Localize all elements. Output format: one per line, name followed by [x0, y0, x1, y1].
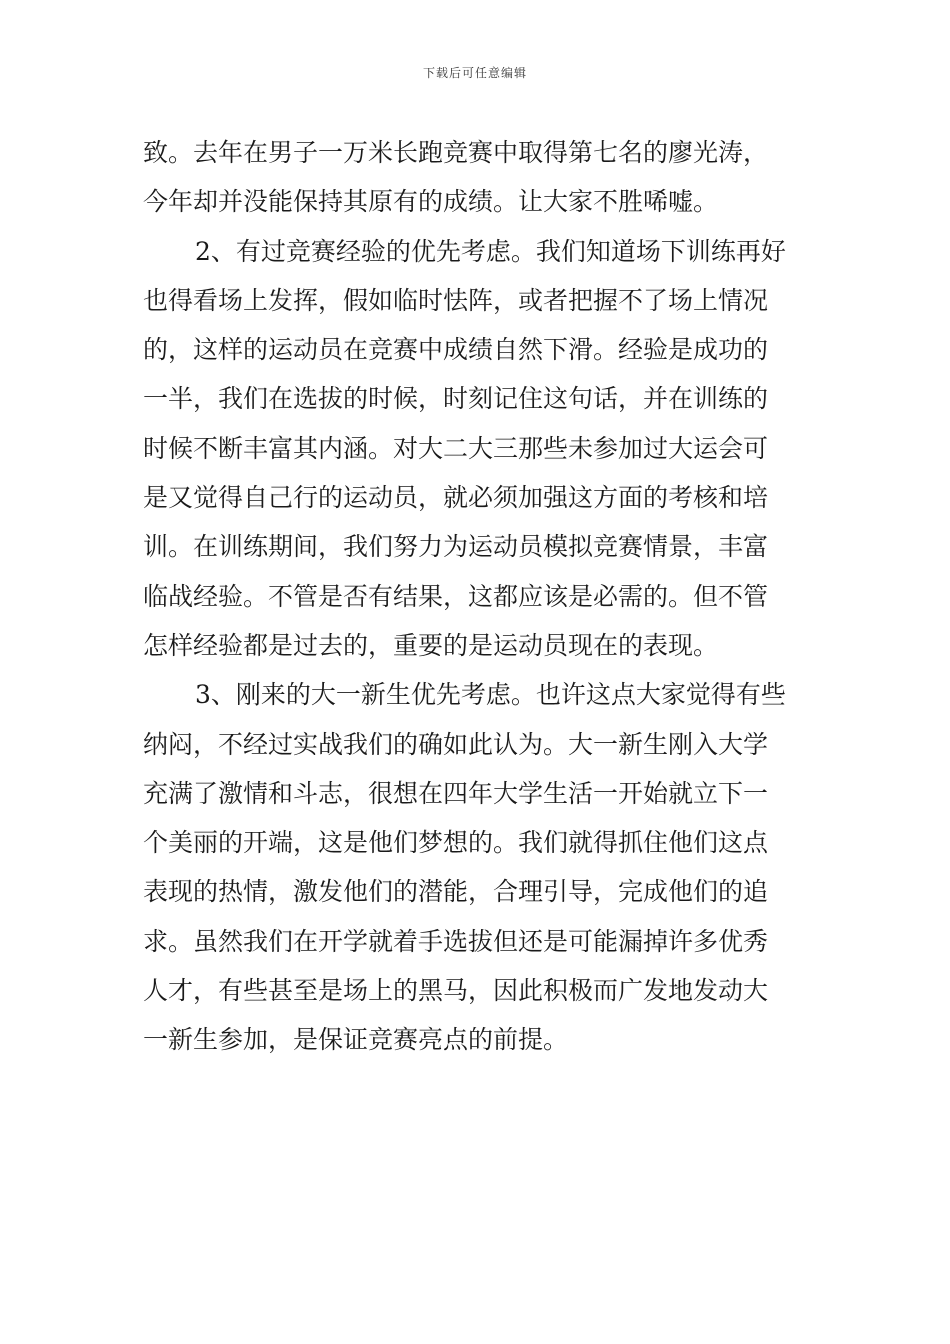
- text-line: 一新生参加，是保证竞赛亮点的前提。: [143, 1025, 569, 1055]
- text-line: 求。虽然我们在开学就着手选拔但还是可能漏掉许多优秀: [143, 926, 769, 956]
- text-line: 怎样经验都是过去的，重要的是运动员现在的表现。: [143, 630, 719, 660]
- text-line: 个美丽的开端，这是他们梦想的。我们就得抓住他们这点: [143, 828, 769, 858]
- text-line: 纳闷，不经过实战我们的确如此认为。大一新生刚入大学: [143, 729, 769, 759]
- page-header: 下载后可任意编辑: [422, 66, 527, 80]
- text-line: 是又觉得自己行的运动员，就必须加强这方面的考核和培: [143, 483, 769, 513]
- text-line: 今年却并没能保持其原有的成绩。让大家不胜唏嘘。: [143, 187, 719, 217]
- text-line: 人才，有些甚至是场上的黑马，因此积极而广发地发动大: [143, 976, 769, 1006]
- text-line: 也得看场上发挥，假如临时怯阵，或者把握不了场上情况: [143, 285, 769, 315]
- text-line: 的，这样的运动员在竞赛中成绩自然下滑。经验是成功的: [143, 335, 769, 365]
- text-line: 训。在训练期间，我们努力为运动员模拟竞赛情景，丰富: [143, 532, 769, 562]
- text-line: 时候不断丰富其内涵。对大二大三那些未参加过大运会可: [143, 433, 769, 463]
- text-line: 致。去年在男子一万米长跑竞赛中取得第七名的廖光涛，: [143, 138, 769, 167]
- text-line: 3、刚来的大一新生优先考虑。也许这点大家觉得有些: [195, 680, 786, 710]
- text-line: 临战经验。不管是否有结果，这都应该是必需的。但不管: [143, 581, 769, 611]
- body-text: [143, 128, 813, 1065]
- text-line: 2、有过竞赛经验的优先考虑。我们知道场下训练再好: [195, 236, 786, 266]
- text-line: 表现的热情，激发他们的潜能，合理引导，完成他们的追: [143, 877, 769, 907]
- text-line: 一半，我们在选拔的时候，时刻记住这句话，并在训练的: [143, 384, 769, 414]
- text-line: 充满了激情和斗志，很想在四年大学生活一开始就立下一: [143, 778, 769, 808]
